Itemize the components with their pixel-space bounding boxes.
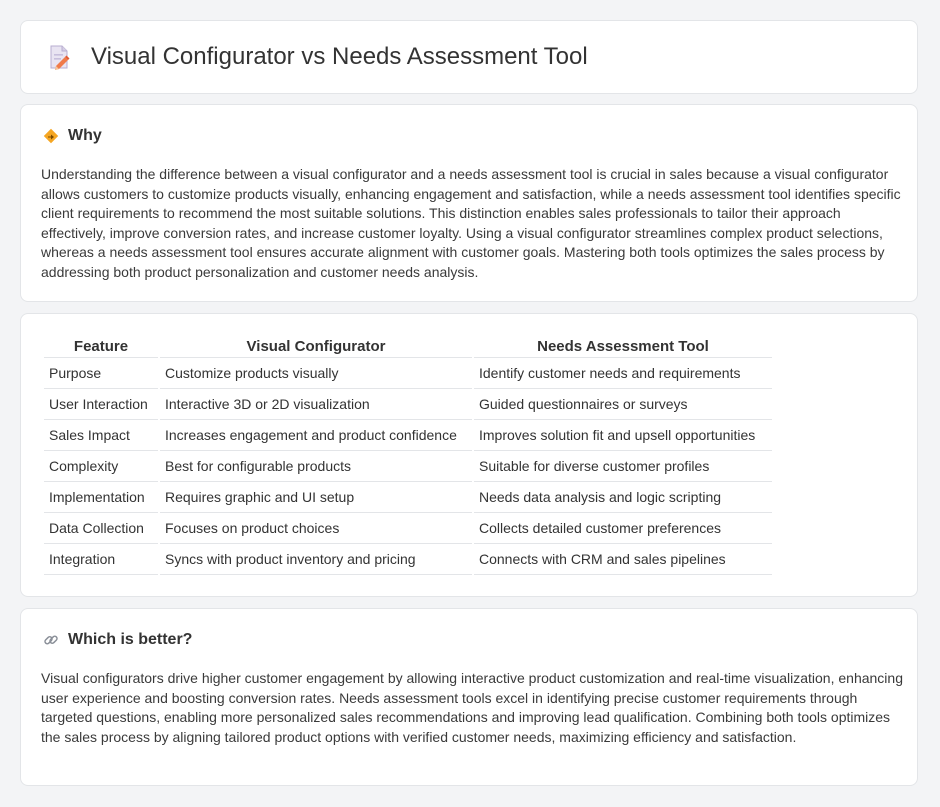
cell-needs: Suitable for diverse customer profiles [474,451,772,482]
link-icon [43,632,59,648]
cell-feature: Complexity [44,451,158,482]
page-title: Visual Configurator vs Needs Assessment Tool [91,43,588,70]
cell-visual: Interactive 3D or 2D visualization [160,389,472,420]
table-row [44,513,772,544]
cell-feature: Implementation [44,482,158,513]
table-row [44,389,772,420]
cell-visual: Best for configurable products [160,451,472,482]
cell-feature: Data Collection [44,513,158,544]
why-title: Why [68,127,102,144]
cell-visual: Increases engagement and product confidence [160,420,472,451]
table-row [44,544,772,575]
header-feature: Feature [44,336,158,358]
better-text: Visual configurators drive higher customer engagement by allowing interactive product customization and real-time visualization, enhancing user experience and boosting conversion rates. Needs assessment tools excel in identifying precise customer requirements through targeted questions, enabling more personalized sales recommendations and improving lead qualification. Combining both tools optimizes the sales process by aligning tailored product options with verified customer needs, maximizing efficiency and satisfaction. [41,670,903,745]
cell-needs: Improves solution fit and upsell opportunities [474,420,772,451]
why-heading [43,127,102,145]
table-row [44,482,772,513]
cell-visual: Customize products visually [160,358,472,389]
which-is-better-section [20,608,918,786]
comparison-table [42,336,774,575]
cell-needs: Guided questionnaires or surveys [474,389,772,420]
cell-needs: Needs data analysis and logic scripting [474,482,772,513]
cell-visual: Requires graphic and UI setup [160,482,472,513]
diamond-sign-icon [43,128,59,144]
cell-needs: Connects with CRM and sales pipelines [474,544,772,575]
table-row [44,451,772,482]
title-row [47,43,588,71]
why-section [20,104,918,302]
why-text: Understanding the difference between a visual configurator and a needs assessment tool is crucial in sales because a visual configurator allows customers to customize products visually, enhancing engagement and satisfaction, while a needs assessment tool identifies specific client requirements to recommend the most suitable solutions. This distinction enables sales professionals to tailor their approach effectively, improve conversion rates, and increase customer loyalty. Using a visual configurator streamlines complex product selections, whereas a needs assessment tool ensures accurate alignment with customer goals. Mastering both tools optimizes the sales process by addressing both product personalization and customer needs analysis. [41,166,901,280]
header-visual-configurator: Visual Configurator [160,336,472,358]
table-header-row [44,336,772,358]
table-row [44,358,772,389]
better-heading [43,631,192,649]
better-title: Which is better? [68,631,193,648]
cell-needs: Identify customer needs and requirements [474,358,772,389]
comparison-section [20,313,918,597]
cell-visual: Syncs with product inventory and pricing [160,544,472,575]
cell-feature: User Interaction [44,389,158,420]
cell-needs: Collects detailed customer preferences [474,513,772,544]
cell-visual: Focuses on product choices [160,513,472,544]
cell-feature: Purpose [44,358,158,389]
header-card [20,20,918,94]
cell-feature: Sales Impact [44,420,158,451]
document-pencil-icon [47,44,71,70]
header-needs-assessment-tool: Needs Assessment Tool [474,336,772,358]
cell-feature: Integration [44,544,158,575]
table-row [44,420,772,451]
